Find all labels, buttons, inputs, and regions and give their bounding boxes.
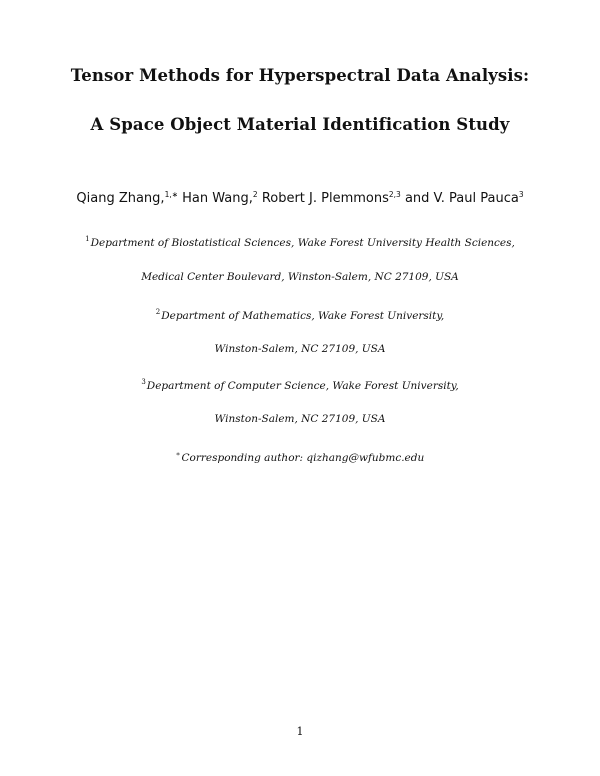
affiliation-1-line-2: Medical Center Boulevard, Winston-Salem, NC 27109, USA [141,271,459,283]
affiliation-3-line-2: Winston-Salem, NC 27109, USA [214,413,386,425]
affiliation-text: Department of Mathematics, Wake Forest University, [161,310,445,322]
author-affiliation-marker: 3 [518,190,524,199]
author-list [0,191,600,206]
author-name: and V. Paul Pauca [404,191,519,206]
author-name: Robert J. Plemmons [261,191,389,206]
affiliation-2-line-1 [0,310,600,322]
author-affiliation-marker: 2,3 [388,190,401,199]
affiliation-3-line-1 [0,380,600,392]
page-number: 1 [296,725,304,738]
affiliation-marker: 3 [141,378,146,386]
affiliation-marker: 1 [85,235,90,243]
affiliation-2-line-2: Winston-Salem, NC 27109, USA [214,343,386,355]
author-name: Qiang Zhang, [76,191,165,206]
affiliation-text: Department of Computer Science, Wake Forest University, [146,380,459,392]
paper-title-line-2: A Space Object Material Identification Study [90,115,510,134]
author-affiliation-marker: 2 [252,190,258,199]
affiliation-1-line-1 [0,237,600,249]
affiliation-marker: 2 [155,308,161,316]
author-name: Han Wang, [182,191,253,206]
affiliation-text: Department of Biostatistical Sciences, Wake Forest University Health Sciences, [90,237,515,249]
corresponding-marker: ∗ [175,450,181,458]
corresponding-author-text: Corresponding author: qizhang@wfubmc.edu [181,452,425,464]
author-affiliation-marker: 1,∗ [164,190,179,199]
paper-title-line-1: Tensor Methods for Hyperspectral Data Analysis: [70,66,530,85]
corresponding-author [0,452,600,464]
